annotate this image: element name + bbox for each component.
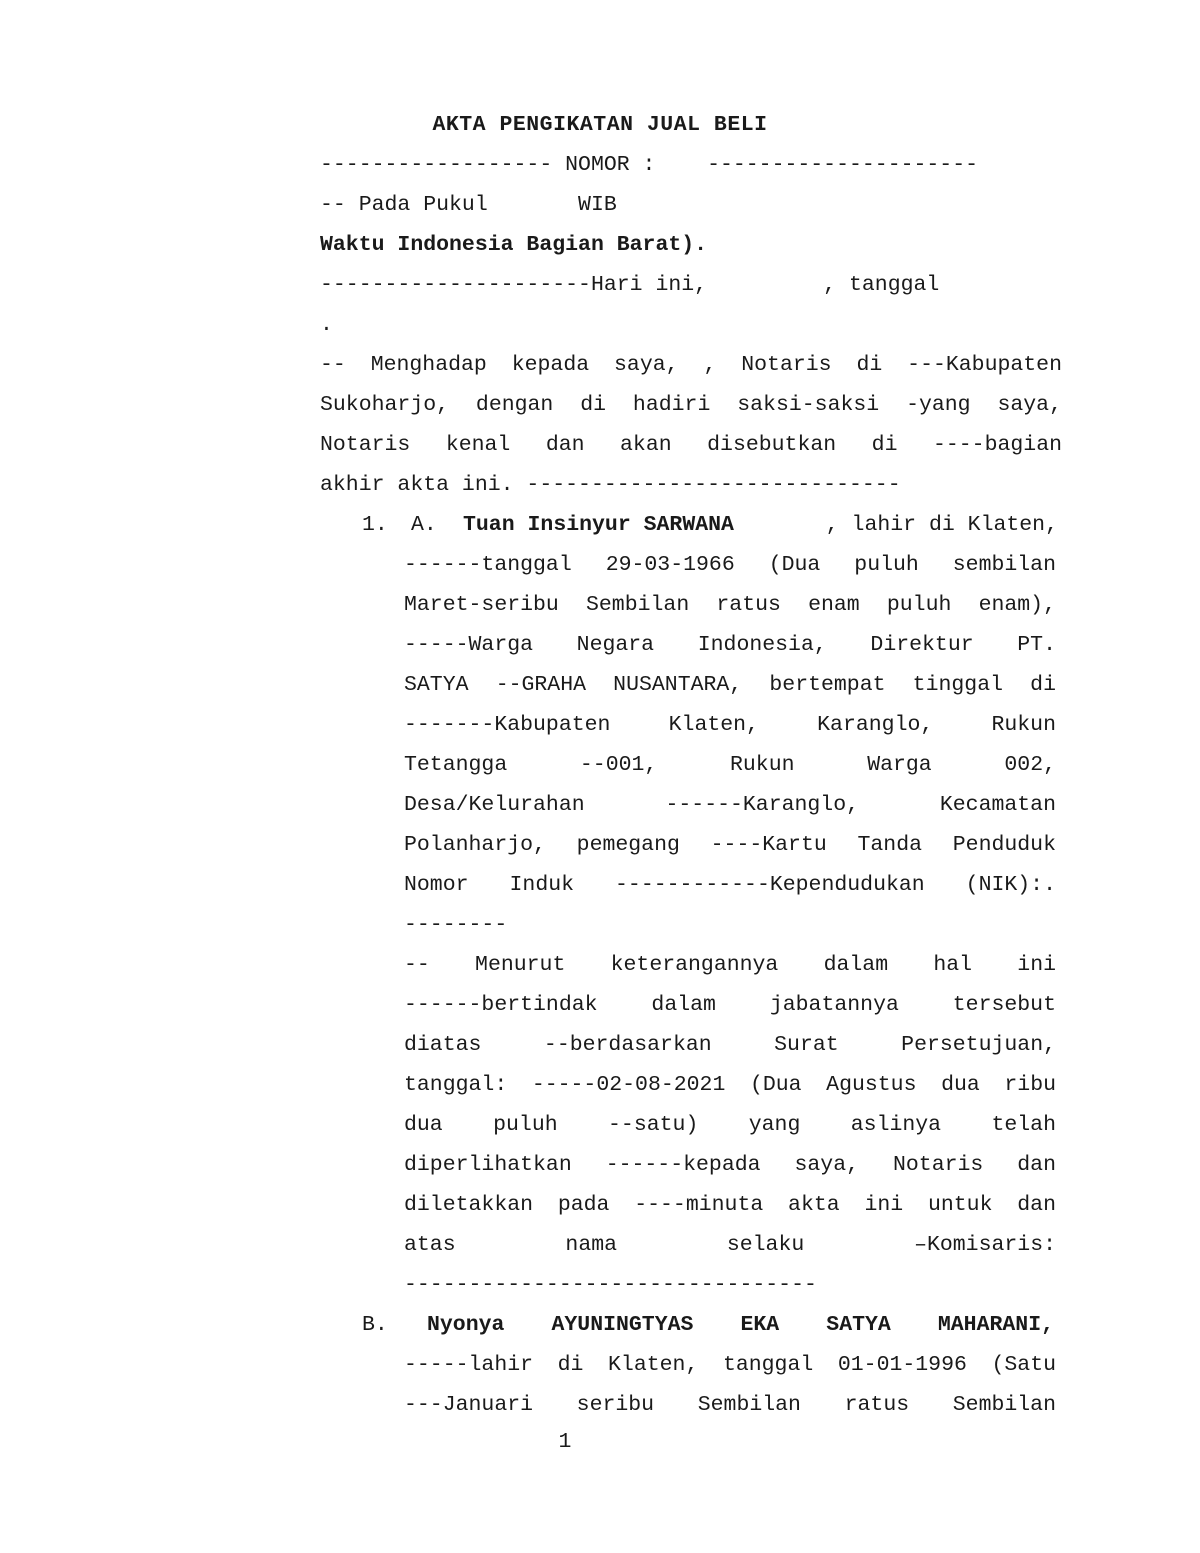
party-a-first-line [463, 505, 1058, 545]
statement-line: diatas --berdasarkan Surat Persetujuan, [404, 1033, 1056, 1057]
party-a-line: Desa/Kelurahan ------Karanglo, Kecamatan [404, 793, 1056, 817]
intro-line: akhir akta ini. ----------------------------- [320, 473, 901, 497]
party-number: 1. [362, 513, 388, 537]
intro-line: Sukoharjo, dengan di hadiri saksi-saksi -yang saya, [320, 393, 1062, 417]
statement-line: -------------------------------- [404, 1273, 817, 1297]
statement-line: dua puluh --satu) yang aslinya telah [404, 1113, 1056, 1137]
party-b-name: Nyonya AYUNINGTYAS EKA SATYA MAHARANI, [427, 1313, 1054, 1337]
party-a-line: Polanharjo, pemegang ----Kartu Tanda Penduduk [404, 833, 1056, 857]
statement-line: diletakkan pada ----minuta akta ini untuk dan [404, 1193, 1056, 1217]
party-a-line: Nomor Induk ------------Kependudukan (NIK):. [404, 873, 1056, 897]
party-b-line: -----lahir di Klaten, tanggal 01-01-1996 (Satu [404, 1353, 1056, 1377]
party-a-line: Tetangga --001, Rukun Warga 002, [404, 753, 1056, 777]
page-number: 1 [558, 1430, 572, 1454]
date-line: ---------------------Hari ini, , tanggal [320, 273, 940, 297]
document-title: AKTA PENGIKATAN JUAL BELI [432, 113, 768, 137]
nomor-line: ------------------ NOMOR : --------------------- [320, 153, 979, 177]
statement-line: diperlihatkan ------kepada saya, Notaris dan [404, 1153, 1056, 1177]
party-a-line: -------- [404, 913, 508, 937]
statement-line: ------bertindak dalam jabatannya tersebut [404, 993, 1056, 1017]
statement-line: -- Menurut keterangannya dalam hal ini [404, 953, 1056, 977]
party-b-letter: B. [362, 1313, 388, 1337]
party-a-first-line-rest: , lahir di Klaten, [825, 513, 1058, 537]
party-a-line: SATYA --GRAHA NUSANTARA, bertempat tinggal di [404, 673, 1056, 697]
statement-line: atas nama selaku –Komisaris: [404, 1233, 1056, 1257]
party-a-name: Tuan Insinyur SARWANA [463, 513, 734, 537]
party-a-letter: A. [411, 513, 437, 537]
pukul-line: -- Pada Pukul WIB [320, 193, 617, 217]
party-a-line: -------Kabupaten Klaten, Karanglo, Rukun [404, 713, 1056, 737]
time-zone-line: Waktu Indonesia Bagian Barat). [320, 233, 708, 257]
party-a-line: Maret-seribu Sembilan ratus enam puluh enam), [404, 593, 1056, 617]
party-a-line: -----Warga Negara Indonesia, Direktur PT. [404, 633, 1056, 657]
party-a-line: ------tanggal 29-03-1966 (Dua puluh sembilan [404, 553, 1056, 577]
party-b-line: ---Januari seribu Sembilan ratus Sembilan [404, 1393, 1056, 1417]
intro-line: -- Menghadap kepada saya, , Notaris di ---Kabupaten [320, 353, 1062, 377]
dot-line: . [320, 313, 333, 337]
intro-line: Notaris kenal dan akan disebutkan di ----bagian [320, 433, 1062, 457]
statement-line: tanggal: -----02-08-2021 (Dua Agustus dua ribu [404, 1073, 1056, 1097]
